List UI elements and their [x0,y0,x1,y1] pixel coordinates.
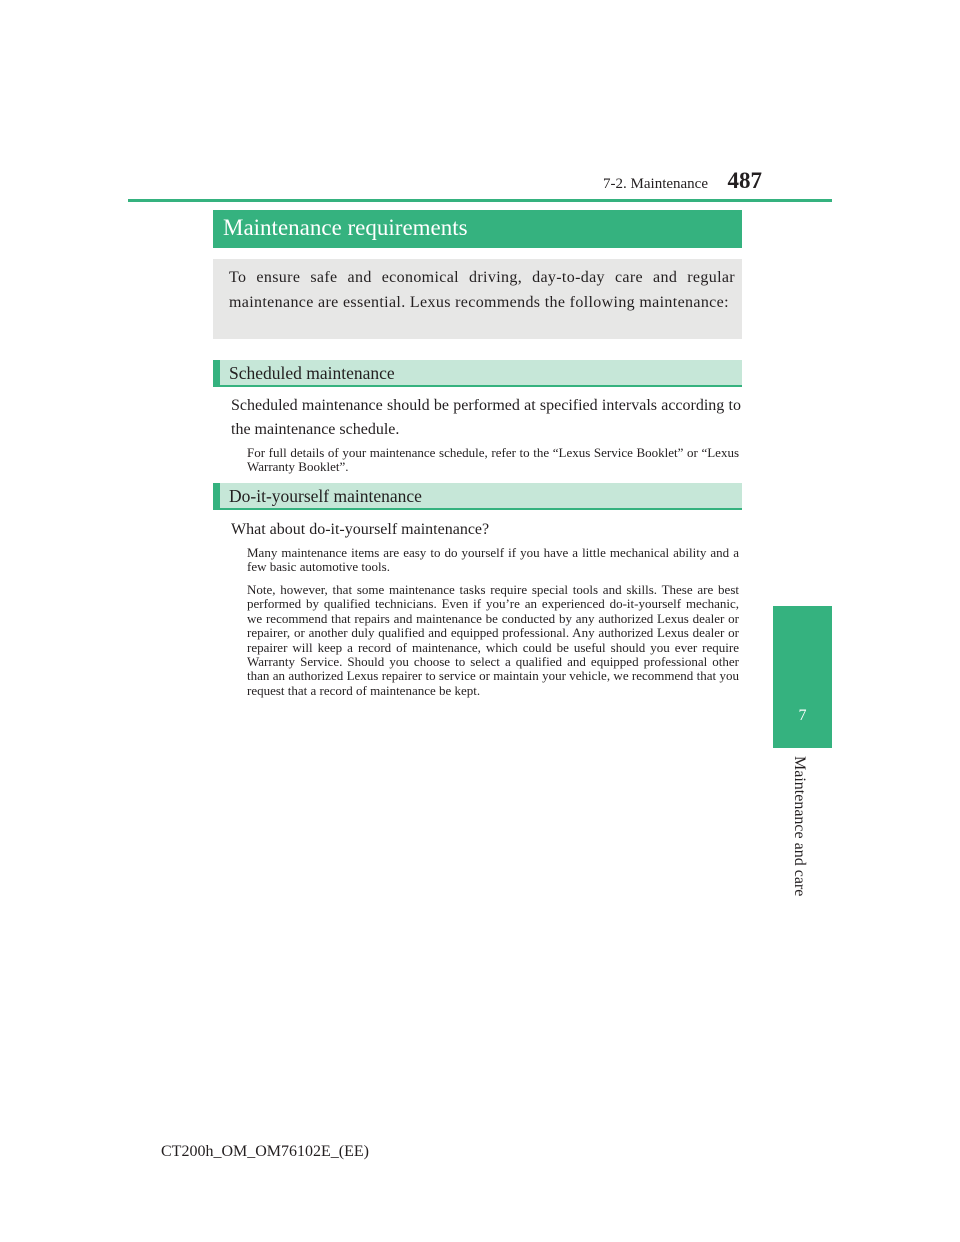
document-code: CT200h_OM_OM76102E_(EE) [161,1143,369,1160]
chapter-tab-label: Maintenance and care [791,756,808,897]
diy-section-accent [213,483,220,510]
page-number: 487 [727,168,762,193]
diy-question: What about do-it-yourself maintenance? [231,521,490,538]
header-rule [128,199,832,202]
page-title: Maintenance requirements [223,215,468,240]
chapter-tab-number: 7 [798,707,807,724]
scheduled-body: Scheduled maintenance should be performed at specified intervals according to the maintenance schedule. [231,397,741,438]
chapter-tab [773,606,832,748]
diy-note-1: Many maintenance items are easy to do yourself if you have a little mechanical ability and a few basic automotive tools. [247,545,739,575]
diy-note-2: Note, however, that some maintenance tasks require special tools and skills. These are best performed by qualified technicians. Even if you’re an experienced do-it-yourself mechanic, we recommend that repairs and maintenance be conducted by any authorized Lexus dealer or repairer, or another duly qualified and equipped professional. Any authorized Lexus dealer or repairer will keep a record of maintenance, which could be useful should you ever require Warranty Service. Should you choose to select a qualified and equipped professional other than an authorized Lexus repairer to service or maintain your vehicle, we recommend that you request that a record of maintenance be kept. [247,582,739,698]
scheduled-section-accent [213,360,220,387]
scheduled-section-title: Scheduled maintenance [229,363,395,383]
diy-section-title: Do-it-yourself maintenance [229,486,422,506]
scheduled-note: For full details of your maintenance schedule, refer to the “Lexus Service Booklet” or “Lexus Warranty Booklet”. [247,445,739,475]
section-reference: 7-2. Maintenance [603,176,708,192]
intro-text: To ensure safe and economical driving, day-to-day care and regular maintenance are essential. Lexus recommends the following maintenance: [229,269,735,311]
